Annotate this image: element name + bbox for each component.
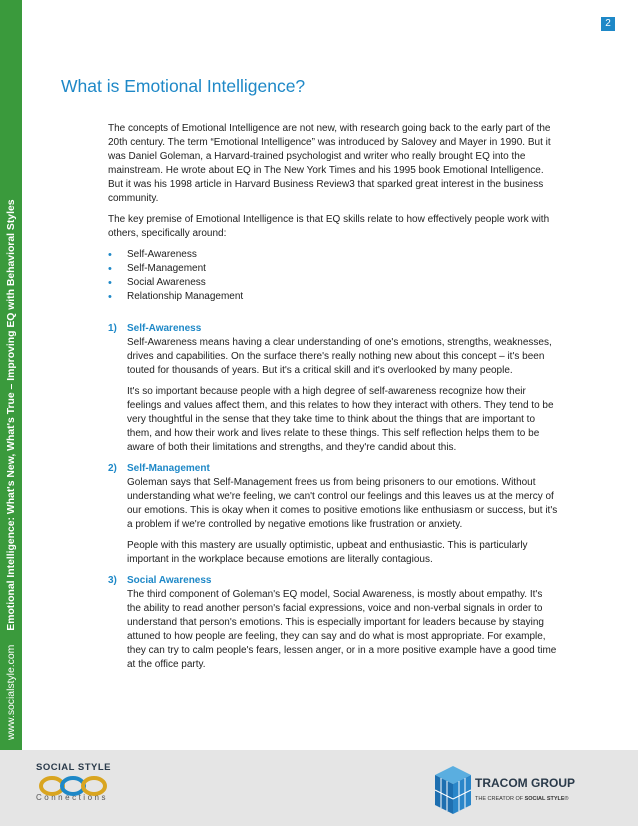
sidebar-url[interactable]: www.socialstyle.com xyxy=(6,644,17,740)
intro-paragraph: The key premise of Emotional Intelligence is that EQ skills relate to how effectively people work with others, specifically around: xyxy=(108,214,550,239)
list-item-label: Social Awareness xyxy=(127,277,206,288)
intro-paragraph: The concepts of Emotional Intelligence are not new, with research going back to the early part of the 20th century. The term “Emotional Intelligence” was introduced by Salovey and Mayer in 1990. But it was Daniel Goleman, a Harvard-trained psychologist and writer who really brought EQ into the mainstream. He wrote about EQ in The New York Times and his 1995 book Emotional Intelligence. But it was his 1998 article in Harvard Business Review3 that sparked great interest in the business community. xyxy=(108,123,551,204)
social-style-subtitle: Connections xyxy=(36,793,108,802)
sidebar-text xyxy=(4,40,20,740)
bullet-icon: • xyxy=(108,291,112,303)
list-item xyxy=(108,248,558,262)
tracom-logo xyxy=(433,762,613,817)
tracom-tag-brand: SOCIAL STYLE xyxy=(524,796,565,802)
tracom-tag-mark: ® xyxy=(564,796,569,802)
section-self-awareness xyxy=(108,322,558,455)
section-number: 2) xyxy=(108,463,117,474)
social-style-title: SOCIAL STYLE xyxy=(36,762,111,773)
bullet-icon: • xyxy=(108,277,112,289)
tracom-tag-prefix: THE CREATOR OF xyxy=(475,796,524,802)
social-style-logo xyxy=(36,762,116,802)
sidebar-title: Emotional Intelligence: What's New, What's True – Improving EQ with Behavioral Styles xyxy=(6,199,17,631)
section-paragraph: The third component of Goleman's EQ model, Social Awareness, is mostly about empathy. It's the ability to read another person's facial expressions, voice and non-verbal signals in order to understand that person's emotions. This is especially important for leaders because by staying attuned to how people are feeling, they can say and do what is most appropriate. For example, they can try to calm people's fears, lessen anger, or in a more positive example have a good time at the office party. xyxy=(127,589,557,670)
list-item-label: Self-Awareness xyxy=(127,249,197,260)
tracom-tagline xyxy=(475,796,569,802)
section-number: 3) xyxy=(108,575,117,586)
section-paragraph: Goleman says that Self-Management frees us from being prisoners to our emotions. Without understanding what we're feeling, we can't control our feelings and this leaves us at the mercy of our emotions. This is okay when it comes to positive emotions like enthusiasm or success, but it's a problem if we're controlled by negative emotions like frustration or anxiety. xyxy=(127,477,558,530)
tracom-name: TRACOM GROUP xyxy=(475,776,575,790)
section-paragraph: It's so important because people with a high degree of self-awareness recognize how their feelings and values affect them, and this relates to how they interact with others. They tend to be very thoughtful in the sense that they take time to think about the things that are important to them, and how their work and lives relate to these things. This self reflection helps them to be aware of both their limitations and strengths, and they're candid about this. xyxy=(127,386,554,453)
sidebar-band xyxy=(0,0,22,750)
page-title: What is Emotional Intelligence? xyxy=(61,76,306,96)
page-footer xyxy=(0,750,638,826)
list-item-label: Self-Management xyxy=(127,263,206,274)
section-number: 1) xyxy=(108,323,117,334)
main-content xyxy=(108,122,558,679)
tracom-cube-icon xyxy=(433,764,473,816)
section-self-management xyxy=(108,462,558,567)
section-paragraph: Self-Awareness means having a clear understanding of one's emotions, strengths, weaknesses, drives and capabilities. On the surface there's really nothing new about this concept – it's been touted for thousands of years. But it's a critical skill and it's overlooked by many people. xyxy=(127,337,552,376)
list-item xyxy=(108,276,558,290)
bullet-icon: • xyxy=(108,249,112,261)
section-social-awareness xyxy=(108,574,558,672)
section-heading: Social Awareness xyxy=(127,575,212,586)
list-item-label: Relationship Management xyxy=(127,291,244,302)
list-item xyxy=(108,290,558,304)
page-number: 2 xyxy=(601,17,615,31)
list-item xyxy=(108,262,558,276)
section-paragraph: People with this mastery are usually optimistic, upbeat and enthusiastic. This is particularly important in the workplace because emotions are literally contagious. xyxy=(127,540,528,565)
section-heading: Self-Management xyxy=(127,463,210,474)
social-style-rings-icon xyxy=(38,775,110,797)
bullet-icon: • xyxy=(108,263,112,275)
section-heading: Self-Awareness xyxy=(127,323,202,334)
eq-skills-list xyxy=(108,248,558,304)
